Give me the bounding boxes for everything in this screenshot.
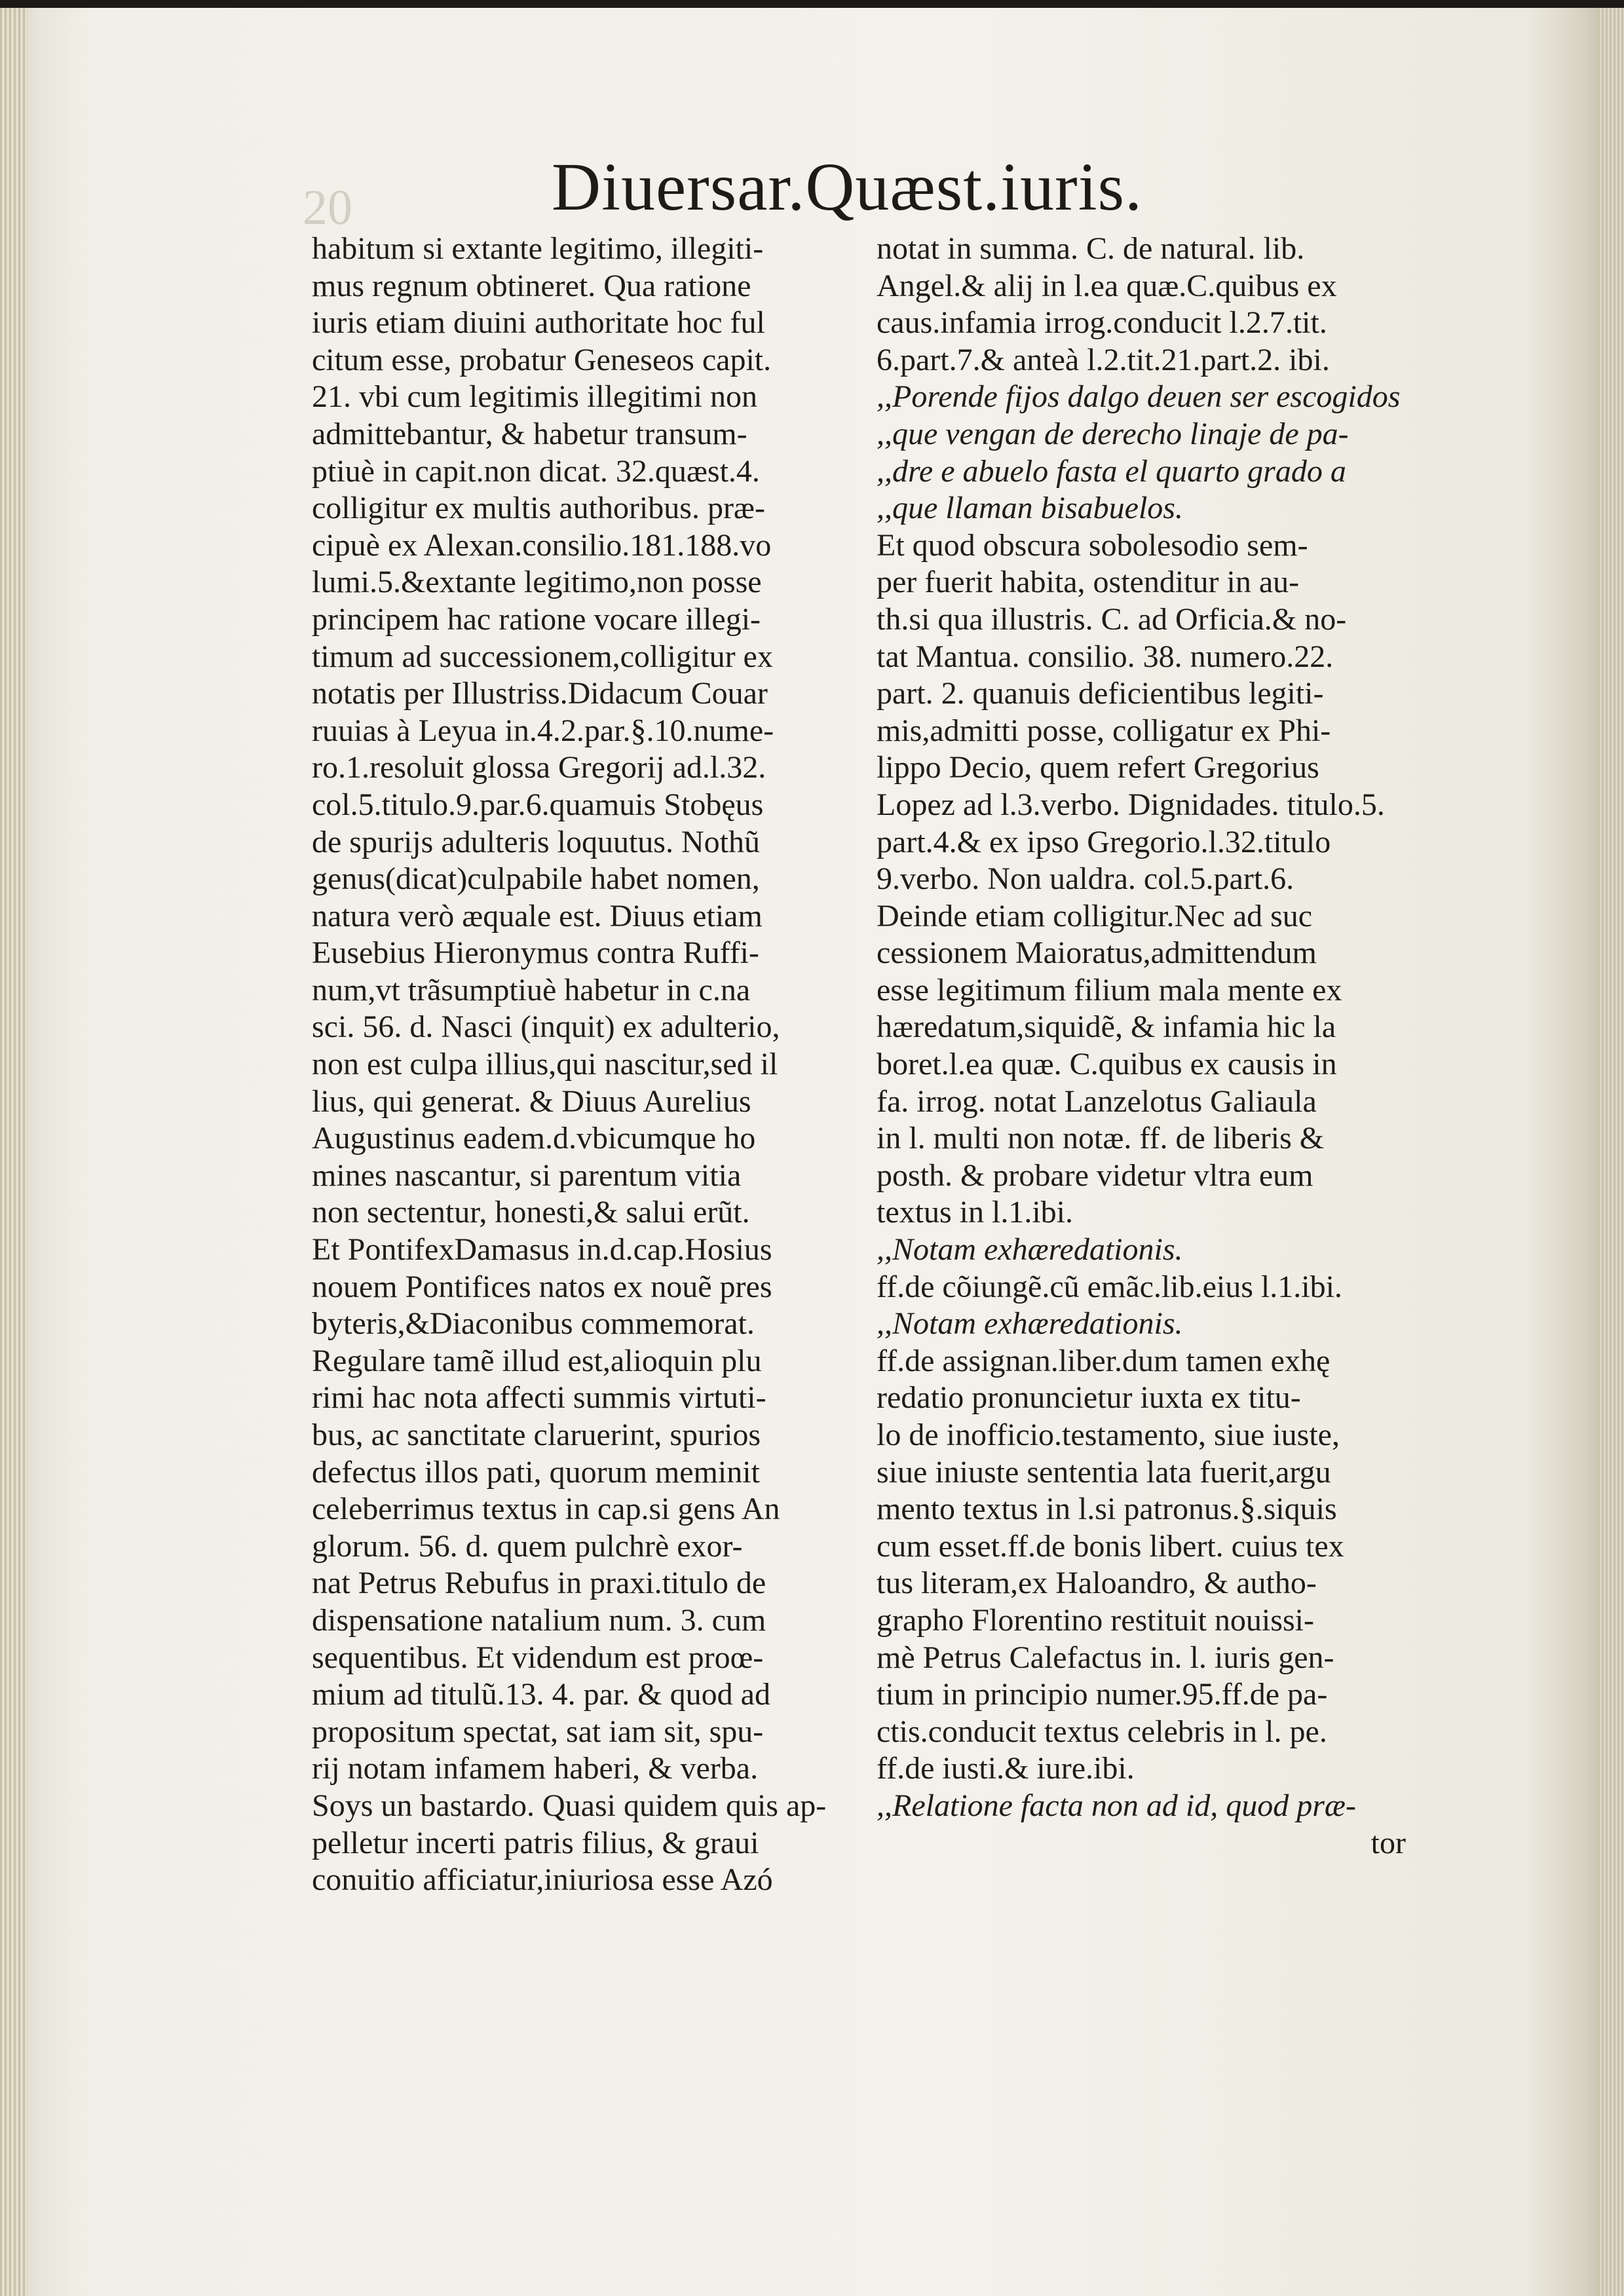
text-line: tus literam,ex Haloandro, & autho-: [877, 1566, 1317, 1601]
quoted-text-line: ,,Relatione facta non ad id, quod præ-: [877, 1788, 1356, 1823]
text-line: Et PontifexDamasus in.d.cap.Hosius: [312, 1232, 772, 1268]
text-line: lo de inofficio.testamento, siue iuste,: [877, 1418, 1340, 1452]
text-line: lippo Decio, quem refert Gregorius: [877, 750, 1319, 785]
text-line: notat in summa. C. de natural. lib.: [877, 231, 1305, 266]
text-line: nouem Pontifices natos ex nouẽ pres: [312, 1269, 772, 1304]
text-line: ff.de iusti.& iure.ibi.: [877, 1751, 1135, 1786]
text-line: natura verò æquale est. Diuus etiam: [312, 898, 763, 933]
text-line: tat Mantua. consilio. 38. numero.22.: [877, 639, 1334, 674]
text-line: ff.de assignan.liber.dum tamen exhę: [877, 1343, 1331, 1378]
text-line: habitum si extante legitimo, illegiti-: [312, 231, 764, 266]
text-line: Augustinus eadem.d.vbicumque ho: [312, 1121, 756, 1156]
text-line: th.si qua illustris. C. ad Orficia.& no-: [877, 601, 1347, 637]
text-line: conuitio afficiatur,iniuriosa esse Azó: [312, 1862, 773, 1898]
text-line: bus, ac sanctitate claruerint, spurios: [312, 1418, 761, 1452]
text-line: byteris,&Diaconibus commemorat.: [312, 1306, 755, 1342]
running-head: Diuersar.Quæst.iuris.: [552, 149, 1143, 225]
text-line: celeberrimus textus in cap.si gens An: [312, 1492, 780, 1527]
text-line: pelletur incerti patris filius, & graui: [312, 1825, 759, 1860]
text-line: Regulare tamẽ illud est,alioquin plu: [312, 1343, 762, 1378]
text-line: lius, qui generat. & Diuus Aurelius: [312, 1083, 751, 1119]
text-line: 21. vbi cum legitimis illegitimi non: [312, 379, 757, 415]
text-line: part. 2. quanuis deficientibus legiti-: [877, 676, 1324, 711]
right-text-column: [877, 231, 1406, 1862]
text-line: per fuerit habita, ostenditur in au-: [877, 565, 1300, 600]
text-line: notatis per Illustriss.Didacum Couar: [312, 676, 768, 711]
text-line: admittebantur, & habetur transum-: [312, 416, 747, 451]
text-line: citum esse, probatur Geneseos capit.: [312, 342, 772, 377]
text-line: num,vt trãsumptiuè habetur in c.na: [312, 972, 751, 1007]
text-line: nat Petrus Rebufus in praxi.titulo de: [312, 1566, 766, 1601]
text-line: colligitur ex multis authoribus. præ-: [312, 491, 765, 526]
text-line: cum esset.ff.de bonis libert. cuius tex: [877, 1528, 1344, 1564]
text-line: cessionem Maioratus,admittendum: [877, 935, 1317, 971]
book-page: [0, 8, 1624, 2296]
text-line: Lopez ad l.3.verbo. Dignidades. titulo.5.: [877, 787, 1385, 822]
text-line: esse legitimum filium mala mente ex: [877, 972, 1342, 1007]
text-line: posth. & probare videtur vltra eum: [877, 1157, 1313, 1193]
text-line: grapho Florentino restituit nouissi-: [877, 1602, 1314, 1638]
text-line: rij notam infamem haberi, & verba.: [312, 1751, 759, 1786]
text-line: part.4.& ex ipso Gregorio.l.32.titulo: [877, 824, 1331, 859]
text-line: caus.infamia irrog.conducit l.2.7.tit.: [877, 305, 1327, 341]
text-line: non sectentur, honesti,& salui erũt.: [312, 1195, 750, 1230]
text-line: mus regnum obtineret. Qua ratione: [312, 268, 751, 303]
text-line: ctis.conducit textus celebris in l. pe.: [877, 1714, 1327, 1749]
catchword: tor: [1370, 1825, 1406, 1860]
text-line: Eusebius Hieronymus contra Ruffi-: [312, 935, 759, 971]
text-line: non est culpa illius,qui nascitur,sed il: [312, 1047, 778, 1082]
text-line: ff.de cõiungẽ.cũ emãc.lib.eius l.1.ibi.: [877, 1269, 1342, 1304]
text-line: col.5.titulo.9.par.6.quamuis Stobęus: [312, 787, 764, 822]
text-line: sequentibus. Et videndum est proœ-: [312, 1640, 764, 1675]
text-line: lumi.5.&extante legitimo,non posse: [312, 565, 762, 600]
text-line: Soys un bastardo. Quasi quidem quis ap-: [312, 1788, 827, 1823]
text-line: timum ad successionem,colligitur ex: [312, 639, 773, 674]
text-line: siue iniuste sententia lata fuerit,argu: [877, 1454, 1331, 1490]
text-line: cipuè ex Alexan.consilio.181.188.vo: [312, 527, 772, 563]
text-line: glorum. 56. d. quem pulchrè exor-: [312, 1528, 743, 1564]
page-fore-edge: [1598, 8, 1624, 2296]
text-line: hæredatum,siquidẽ, & infamia hic la: [877, 1009, 1336, 1045]
left-text-column: [312, 231, 849, 1899]
text-line: ruuias à Leyua in.4.2.par.§.10.nume-: [312, 713, 774, 748]
text-line: sci. 56. d. Nasci (inquit) ex adulterio,: [312, 1009, 780, 1045]
binding-gutter: [0, 8, 26, 2296]
faint-folio-number: 20: [303, 180, 352, 235]
quoted-text-line: ,,dre e abuelo fasta el quarto grado a: [877, 453, 1346, 489]
text-line: defectus illos pati, quorum meminit: [312, 1454, 760, 1490]
text-line: dispensatione natalium num. 3. cum: [312, 1602, 766, 1638]
text-line: de spurijs adulteris loquutus. Nothũ: [312, 824, 760, 859]
text-line: ro.1.resoluit glossa Gregorij ad.l.32.: [312, 750, 766, 785]
text-line: Angel.& alij in l.ea quæ.C.quibus ex: [877, 268, 1337, 303]
text-line: 9.verbo. Non ualdra. col.5.part.6.: [877, 861, 1294, 897]
text-line: mento textus in l.si patronus.§.siquis: [877, 1492, 1337, 1527]
text-line: mis,admitti posse, colligatur ex Phi-: [877, 713, 1331, 748]
text-line: iuris etiam diuini authoritate hoc ful: [312, 305, 765, 341]
text-line: redatio pronuncietur iuxta ex titu-: [877, 1380, 1301, 1416]
quoted-text-line: ,,que llaman bisabuelos.: [877, 491, 1183, 526]
text-line: genus(dicat)culpabile habet nomen,: [312, 861, 760, 897]
text-line: fa. irrog. notat Lanzelotus Galiaula: [877, 1083, 1317, 1119]
text-line: textus in l.1.ibi.: [877, 1195, 1073, 1230]
text-line: ptiuè in capit.non dicat. 32.quæst.4.: [312, 453, 760, 489]
quoted-text-line: ,,Porende fijos dalgo deuen ser escogidos: [877, 379, 1401, 415]
text-line: mè Petrus Calefactus in. l. iuris gen-: [877, 1640, 1334, 1675]
text-line: propositum spectat, sat iam sit, spu-: [312, 1714, 764, 1749]
text-line: in l. multi non notæ. ff. de liberis &: [877, 1121, 1325, 1156]
quoted-text-line: ,,que vengan de derecho linaje de pa-: [877, 416, 1349, 451]
text-line: tium in principio numer.95.ff.de pa-: [877, 1677, 1328, 1712]
text-line: mium ad titulũ.13. 4. par. & quod ad: [312, 1677, 770, 1712]
text-line: 6.part.7.& anteà l.2.tit.21.part.2. ibi.: [877, 342, 1330, 377]
text-line: Deinde etiam colligitur.Nec ad suc: [877, 898, 1313, 933]
text-line: Et quod obscura sobolesodio sem-: [877, 527, 1308, 563]
quoted-text-line: ,,Notam exhæredationis.: [877, 1306, 1183, 1342]
quoted-text-line: ,,Notam exhæredationis.: [877, 1232, 1183, 1268]
text-line: boret.l.ea quæ. C.quibus ex causis in: [877, 1047, 1337, 1082]
text-line: mines nascantur, si parentum vitia: [312, 1157, 742, 1193]
text-line: principem hac ratione vocare illegi-: [312, 601, 761, 637]
text-line: rimi hac nota affecti summis virtuti-: [312, 1380, 766, 1416]
